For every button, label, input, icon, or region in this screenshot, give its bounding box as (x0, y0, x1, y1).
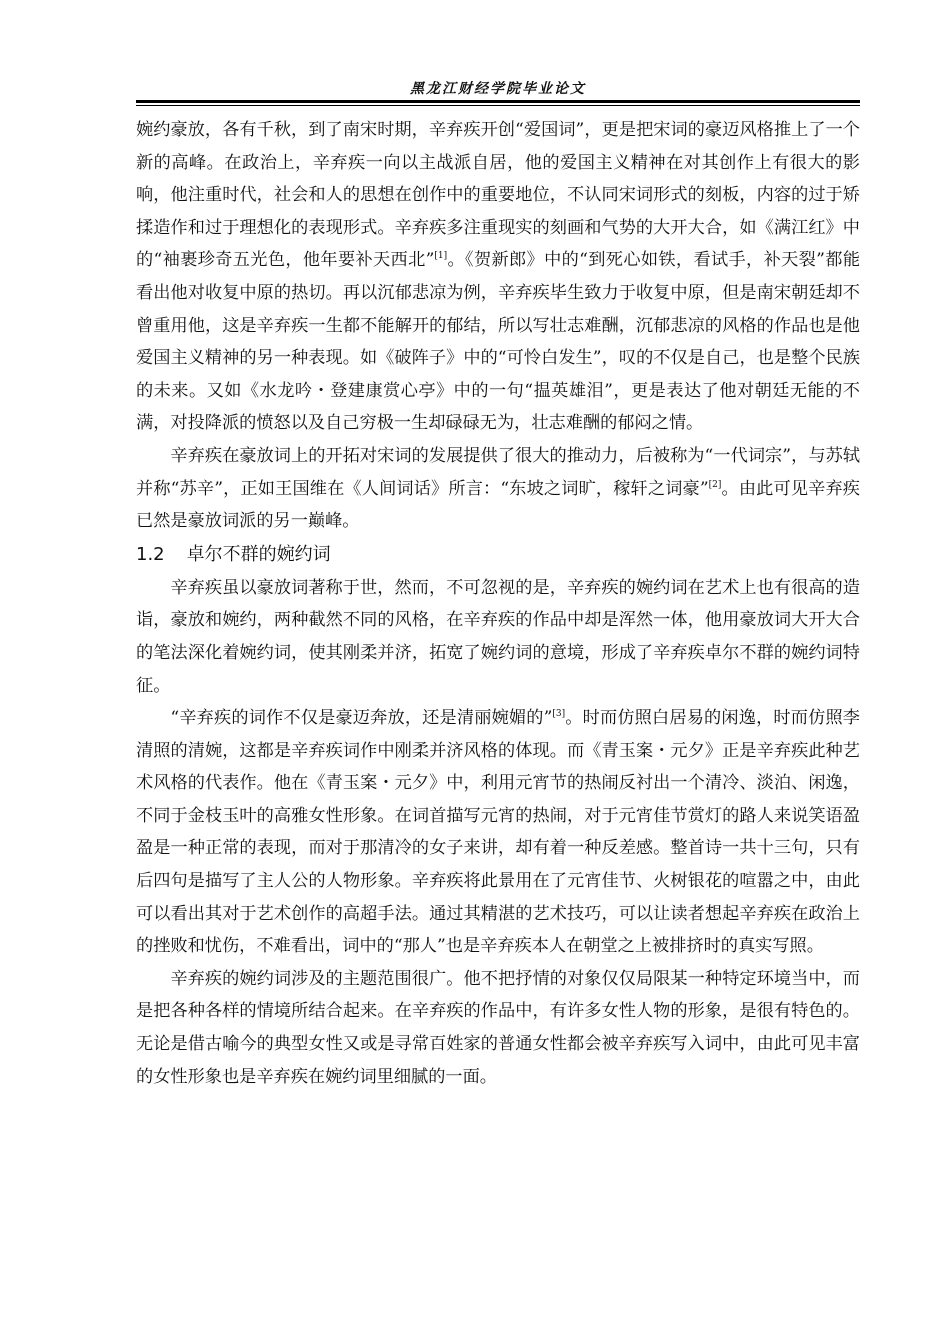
header-rule-thin (136, 105, 860, 106)
citation-3: [3] (552, 709, 566, 720)
paragraph-2-rest: 。由此可见辛弃疾已然是豪放词派的另一巅峰。 (136, 478, 860, 532)
page-header: 黑龙江财经学院毕业论文 (410, 81, 586, 97)
paragraph-3-text: 辛弃疾虽以豪放词著称于世，然而，不可忽视的是，辛弃疾的婉约词在艺术上也有很高的造诣，豪放和婉约，两种截然不同的风格，在辛弃疾的作品中却是浑然一体，他用豪放词大开大合的笔法深化着婉约词，使其刚柔并济，拓宽了婉约词的意境，形成了辛弃疾卓尔不群的婉约词特征。 (136, 577, 860, 696)
paragraph-4-rest: 。时而仿照白居易的闲逸，时而仿照李清照的清婉，这都是辛弃疾词作中刚柔并济风格的体现。而《青玉案・元夕》正是辛弃疾此种艺术风格的代表作。他在《青玉案・元夕》中，利用元宵节的热闹反衬出一个清冷、淡泊、闲逸，不同于金枝玉叶的高雅女性形象。在词首描写元宵的热闹，对于元宵佳节赏灯的路人来说笑语盈盈是一种正常的表现，而对于那清冷的女子来讲，却有着一种反差感。整首诗一共十三句，只有后四句是描写了主人公的人物形象。辛弃疾将此景用在了元宵佳节、火树银花的喧嚣之中，由此可以看出其对于艺术创作的高超手法。通过其精湛的艺术技巧，可以让读者想起辛弃疾在政治上的挫败和忧伤，不难看出，词中的“那人”也是辛弃疾本人在朝堂之上被排挤时的真实写照。 (136, 708, 860, 957)
section-number: 1.2 (136, 543, 165, 565)
paragraph-1-rest: 。《贺新郎》中的“到死心如铁，看试手，补天裂”都能看出他对收复中原的热切。再以沉郁悲凉为例，辛弃疾毕生致力于收复中原，但是南宋朝廷却不曾重用他，这是辛弃疾一生都不能解开的郁结，所以写壮志难酬，沉郁悲凉的风格的作品也是他爱国主义精神的另一种表现。如《破阵子》中的“可怜白发生”，叹的不仅是自己，也是整个民族的未来。又如《水龙吟・登建康赏心亭》中的一句“揾英雄泪”，更是表达了他对朝廷无能的不满，对投降派的愤怒以及自己穷极一生却碌碌无为，壮志难酬的郁闷之情。 (136, 250, 861, 434)
paragraph-3 (136, 572, 860, 702)
paragraph-1 (136, 114, 860, 440)
paragraph-2 (136, 440, 860, 538)
body-text (136, 114, 860, 1093)
citation-1: [1] (434, 251, 448, 262)
section-heading (136, 538, 860, 572)
paragraph-1-text: 婉约豪放，各有千秋，到了南宋时期，辛弃疾开创“爱国词”，更是把宋词的豪迈风格推上了一个新的高峰。在政治上，辛弃疾一向以主战派自居，他的爱国主义精神在对其创作上有很大的影响，他注重时代，社会和人的思想在创作中的重要地位，不认同宋词形式的刻板，内容的过于矫揉造作和过于理想化的表现形式。辛弃疾多注重现实的刻画和气势的大开大合，如《满江红》中的“袖裹珍奇五光色，他年要补天西北” (136, 120, 860, 271)
citation-2: [2] (708, 479, 722, 490)
header-rule-thick (136, 100, 860, 103)
paragraph-5-text: 辛弃疾的婉约词涉及的主题范围很广。他不把抒情的对象仅仅局限某一种特定环境当中，而是把各种各样的情境所结合起来。在辛弃疾的作品中，有许多女性人物的形象，是很有特色的。无论是借古喻今的典型女性又或是寻常百姓家的普通女性都会被辛弃疾写入词中，由此可见丰富的女性形象也是辛弃疾在婉约词里细腻的一面。 (136, 968, 860, 1087)
paragraph-2-text: 辛弃疾在豪放词上的开拓对宋词的发展提供了很大的推动力，后被称为“一代词宗”，与苏轼并称“苏辛”，正如王国维在《人间词话》所言：“东坡之词旷，稼轩之词豪” (136, 445, 860, 499)
paragraph-5 (136, 963, 860, 1093)
section-title: 卓尔不群的婉约词 (186, 543, 331, 565)
paragraph-4 (136, 702, 860, 963)
paragraph-4-text: “辛弃疾的词作不仅是豪迈奔放，还是清丽婉媚的” (170, 708, 553, 729)
